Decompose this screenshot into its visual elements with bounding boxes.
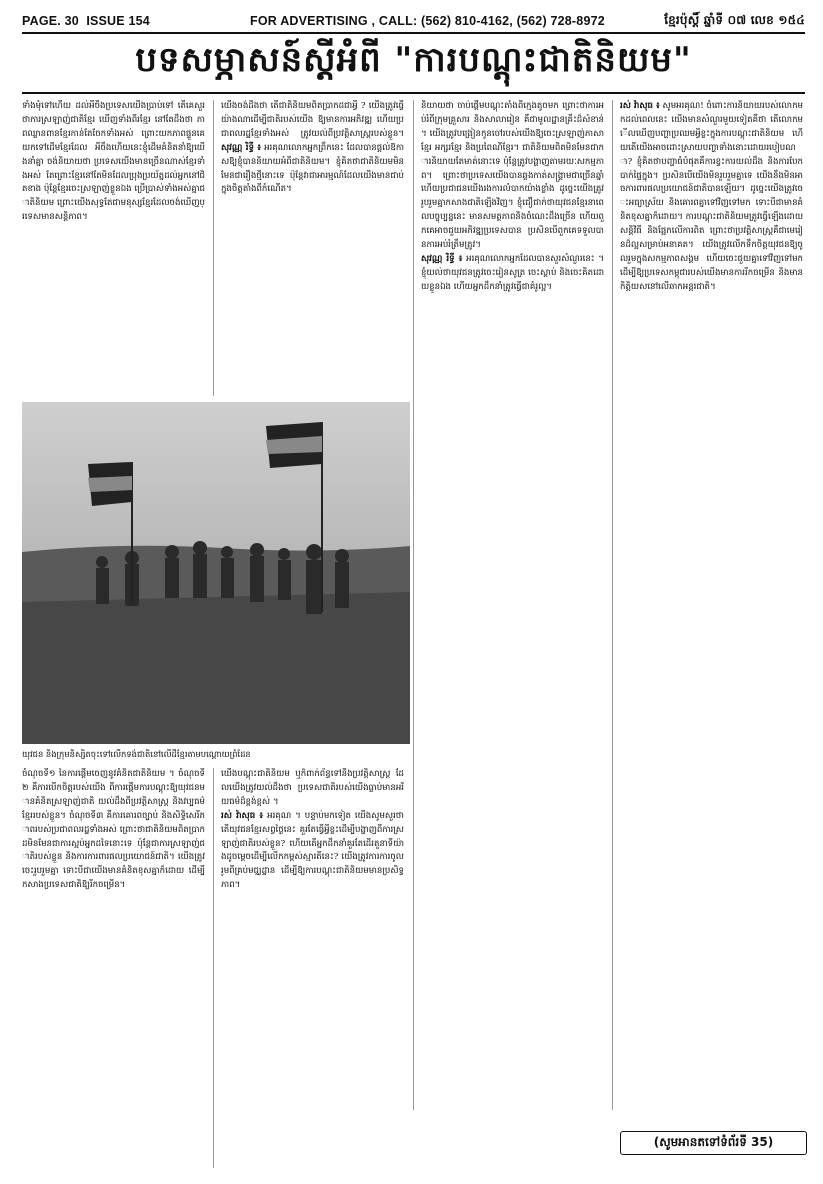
column-divider [612, 100, 613, 1110]
article-photo [22, 402, 410, 744]
speaker-label: សុវណ្ណ រិទ្ធី ៖ [421, 253, 463, 264]
page-header [22, 10, 805, 34]
speaker-label: រស់ វ៉ាសុធ ៖ [620, 101, 660, 111]
continued-on-page-link[interactable]: (សូមអានតទៅទំព័រទី 35) [620, 1131, 807, 1155]
speaker-label: រស់ វ៉ាសុធ ៖ [221, 810, 264, 821]
article-column-2-bottom: យើងបណ្ដុះជាតិនិយម ឬក៏ពាក់ព័ន្ធទៅនឹងប្រវត្តិសាស្ត្រ ដែលយើងត្រូវយល់ដឹងថា ប្រទេសជាតិរបស់យើងធ្លាប់មានអរិយធម៌ដ៏ខ្ពង់ខ្ពស់ ។ រស់ វ៉ាសុធ ៖ អរគុណ ។ បន្ទាប់មកទៀត យើងសូមសួរថា តើយុវជនខ្មែរសព្វថ្ងៃនេះ គួរតែធ្វើអ្វីខ្លះដើម្បីបង្ហាញពីការស្រឡាញ់ជាតិរបស់ខ្លួន? ហើយតើអ្នកដឹកនាំគួរតែដើរតួនាទីយ៉ាងដូចម្ដេចដើម្បីលើកកម្ពស់ស្មារតីនេះ? យើងត្រូវការការចូលរួមពីគ្រប់មជ្ឈដ្ឋាន ដើម្បីឱ្យការបណ្ដុះជាតិនិយមមានប្រសិទ្ធភាព។ [221, 769, 404, 891]
article-column-1-bottom: ចំណុចទី១ នៃការផ្ដើមចេញនូវគំនិតជាតិនិយម ។ ចំណុចទី២ គឺការបើកចិត្តរបស់យើង ពីការផ្ដើមការបណ្ដុះឱ្យយុវជនមានគំនិតស្រឡាញ់ជាតិ យល់ដឹងពីប្រវត្តិសាស្ត្រ និងវប្បធម៌ខ្មែររបស់ខ្លួន។ ចំណុចទី៣ គឺការគោរពច្បាប់ និងសិទ្ធិសេរីភាពរបស់ប្រជាពលរដ្ឋទាំងអស់ ព្រោះថាជាតិនិយមពិតប្រាកដមិនមែនជាការស្អប់អ្នកដទៃនោះទេ ប៉ុន្តែជាការស្រឡាញ់ជាតិរបស់ខ្លួន និងការការពារផលប្រយោជន៍ជាតិ។ យើងត្រូវចេះរួបរួមគ្នា ទោះបីជាយើងមានគំនិតខុសគ្នាក៏ដោយ ដើម្បីកសាងប្រទេសជាតិឱ្យរីកចម្រើន។ [22, 769, 205, 891]
article-column-2-top: យើងចង់ដឹងថា តើជាតិនិយមពិតប្រាកដជាអ្វី ? យើងត្រូវធ្វើយ៉ាងណាដើម្បីជាតិរបស់យើង ឱ្យមានការអភិវឌ្ឍ ហើយប្រជាពលរដ្ឋខ្មែរទាំងអស់ ត្រូវយល់ពីប្រវត្តិសាស្ត្ររបស់ខ្លួន។ សុវណ្ណ រិទ្ធី ៖ អរគុណលោកអ្នកព្រឹកនេះ ដែលបានផ្ដល់ឱកាសឱ្យខ្ញុំបាននិយាយអំពីជាតិនិយម។ ខ្ញុំគិតថាជាតិនិយមមិនមែនជារឿងថ្មីនោះទេ ប៉ុន្តែវាជាអារម្មណ៍ដែលយើងមានជាប់ក្នុងចិត្តតាំងពីកំណើត។ [221, 101, 404, 195]
speaker-label: សុវណ្ណ រិទ្ធី ៖ [221, 142, 262, 153]
column-divider [413, 100, 414, 1110]
column-divider [213, 768, 214, 1168]
photo-caption: យុវជន និងក្រុមនិស្សិតចុះទៅលើកទង់ជាតិនៅលើដីខ្មែរតាមបណ្ដោយព្រំដែន [22, 749, 251, 759]
advertising-line: FOR ADVERTISING , CALL: (562) 810-4162, (562) 728-8972 [250, 14, 605, 28]
article-column-3: និយាយថា ចាប់ផ្ដើមបណ្ដុះតាំងពីក្មេងតូចមក ព្រោះថាការអប់រំពីក្រុមគ្រួសារ និងសាលារៀន គឺជាមូលដ្ឋានគ្រឹះដ៏សំខាន់ ។ យើងត្រូវបង្រៀនកូនចៅរបស់យើងឱ្យចេះស្រឡាញ់ភាសាខ្មែរ អក្សរខ្មែរ និងប្រពៃណីខ្មែរ។ ជាតិនិយមពិតមិនមែនជាការនិយាយតែមាត់នោះទេ ប៉ុន្តែត្រូវបង្ហាញតាមរយៈសកម្មភាព។ ព្រោះថាប្រទេសយើងបានឆ្លងកាត់សង្គ្រាមជាច្រើនឆ្នាំ ហើយប្រជាជនយើងរងការលំបាកយ៉ាងខ្លាំង ដូច្នេះយើងត្រូវរួបរួមគ្នាកសាងជាតិឡើងវិញ។ ខ្ញុំជឿជាក់ថាយុវជនខ្មែរនាពេលបច្ចុប្បន្ននេះ មានសមត្ថភាពនិងចំណេះដឹងច្រើន ហើយពួកគេអាចជួយអភិវឌ្ឍប្រទេសបាន ប្រសិនបើពួកគេទទួលបានការអប់រំត្រឹមត្រូវ។ សុវណ្ណ រិទ្ធី ៖ អរគុណលោកអ្នកដែលបានសួរសំណួរនេះ ។ ខ្ញុំយល់ថាយុវជនត្រូវចេះរៀនសូត្រ ចេះស្ដាប់ និងចេះគិតដោយខ្លួនឯង ហើយអ្នកដឹកនាំត្រូវធ្វើជាគំរូល្អ។ [421, 101, 604, 292]
headline-text: បទសម្ភាសន៍ស្ដីអំពី "ការបណ្ដុះជាតិនិយម" [135, 40, 692, 80]
article-column-4: រស់ វ៉ាសុធ ៖ សូមអរគុណ! ចំពោះការនិយាយរបស់លោកមកដល់ពេលនេះ យើងមានសំណួរមួយទៀតគឺថា តើលោកមើលឃើញបញ្ហាប្រឈមអ្វីខ្លះក្នុងការបណ្ដុះជាតិនិយម ហើយតើយើងអាចដោះស្រាយបញ្ហាទាំងនោះដោយរបៀបណា? ខ្ញុំគិតថាបញ្ហាធំបំផុតគឺការខ្វះការយល់ដឹង និងការបែកបាក់ផ្ទៃក្នុង។ ប្រសិនបើយើងមិនរួបរួមគ្នាទេ យើងនឹងមិនអាចការពារផលប្រយោជន៍ជាតិបានឡើយ។ ដូច្នេះយើងត្រូវចេះអធ្យាស្រ័យ និងគោរពគ្នាទៅវិញទៅមក ទោះបីជាមានគំនិតខុសគ្នាក៏ដោយ។ ការបណ្ដុះជាតិនិយមត្រូវធ្វើឡើងដោយសន្តិវិធី និងផ្អែកលើការពិត ព្រោះថាប្រវត្តិសាស្ត្រគឺជាមេរៀនដ៏ល្អសម្រាប់អនាគត។ យើងត្រូវលើកទឹកចិត្តយុវជនឱ្យចូលរួមក្នុងសកម្មភាពសង្គម ហើយចេះជួយគ្នាទៅវិញទៅមក ដើម្បីឱ្យប្រទេសកម្ពុជារបស់យើងមានការរីកចម្រើន និងមានកិត្តិយសនៅលើឆាកអន្តរជាតិ។ [620, 101, 803, 292]
dateline: ខ្មែរប៉ុស្តិ៍ ឆ្នាំទី ០៧ លេខ ១៥៤ [664, 13, 805, 27]
page-issue: PAGE. 30 ISSUE 154 [22, 14, 150, 28]
headline [22, 34, 805, 94]
field-crowd-flags-photo [22, 402, 410, 744]
column-divider [213, 100, 214, 396]
article-column-1-top: ទាំងមុំទៅហើយ ដល់អីចឹងប្រទេសយើងប្រាប់ទៅ តើគេសួរថាការស្រឡាញ់ជាតិខ្មែរ ឃើញទាំងពីរខ្មែរ នៅតែដឹងថា ភាពឈ្លានពានខ្មែរកាន់តែចែកទាំងអស់ ព្រោះយកភាពផ្ទួនគេយកទៅដើមខ្មែរដែល អីចឹងហើយនេះខ្ញុំដើមគំនិតនាំឱ្យយើងនាំគ្នា ចង់និយាយថា ប្រទេសយើងមានច្រើនណាស់ខ្មែរទាំងអស់ តែព្រោះខ្មែរនៅតែមិនដែលប្រុងប្រយ័ត្នដល់អ្នកនៅជិតខាង ប៉ុន្តែខ្មែរចេះស្រឡាញ់ខ្លួនឯង ប្រើប្រាស់ទាំងអស់គ្នាជាតិនិយម ព្រោះយើងសុទ្ធតែជាមនុស្សខ្មែរដែលចង់ឃើញប្រទេសមានសន្តិភាព។ [22, 101, 205, 223]
